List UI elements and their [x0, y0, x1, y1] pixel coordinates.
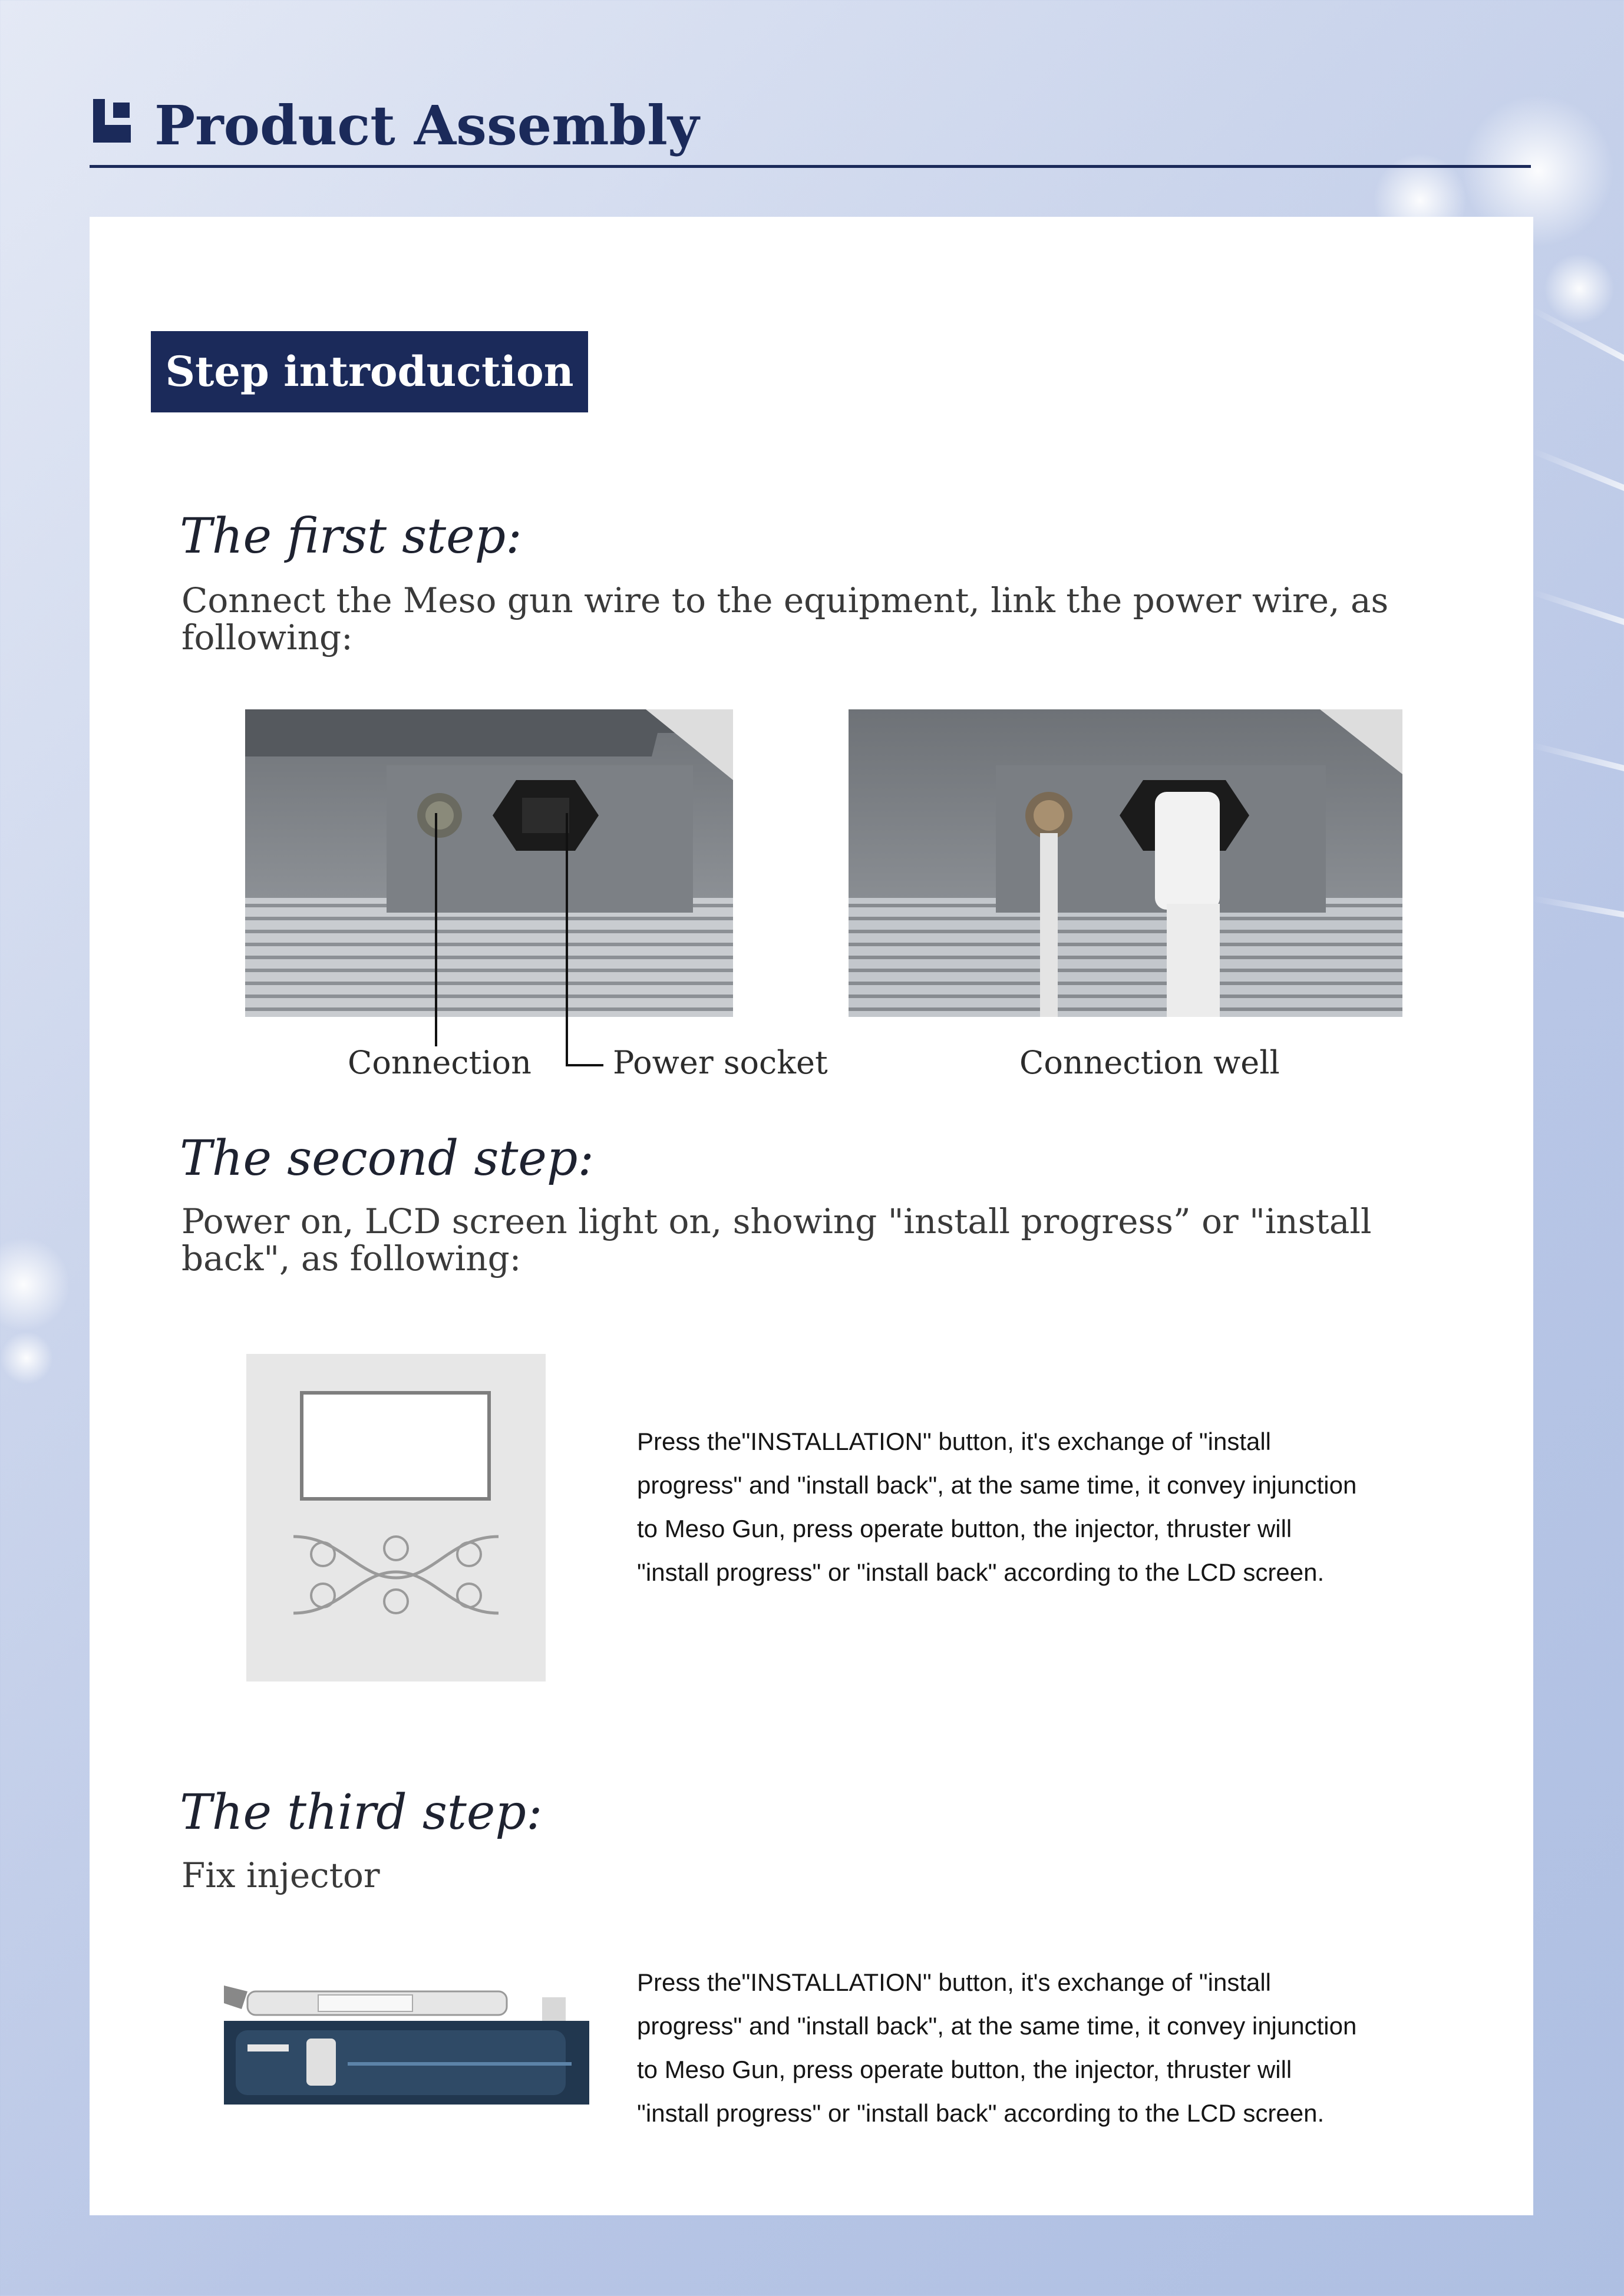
step-2-body — [637, 1420, 1474, 1594]
caption-connection-well: Connection well — [1019, 1044, 1280, 1081]
caption-power-socket: Power socket — [613, 1044, 828, 1081]
power-socket-leader-line — [566, 813, 568, 1065]
body-line: to Meso Gun, press operate button, the injector, thruster will — [637, 1515, 1292, 1542]
meso-gun-injector-photo — [224, 1974, 589, 2105]
body-line: progress" and "install back", at the same time, it convey injunction — [637, 1471, 1357, 1499]
step-2-title: The second step: — [180, 1131, 595, 1187]
background-ray — [1531, 448, 1624, 497]
step-2-description: Power on, LCD screen light on, showing "install progress” or "install back", as following: — [181, 1201, 1372, 1279]
step-3-title: The third step: — [180, 1785, 543, 1841]
background-glow — [1544, 253, 1615, 324]
lcd-control-panel-image — [246, 1354, 546, 1681]
background-glow — [0, 1237, 71, 1332]
power-socket-leader-foot — [566, 1064, 603, 1066]
body-line: "install progress" or "install back" according to the LCD screen. — [637, 2099, 1325, 2127]
body-line: progress" and "install back", at the same time, it convey injunction — [637, 2012, 1357, 2040]
page-title: Product Assembly — [154, 94, 699, 157]
background-ray — [1531, 589, 1624, 631]
step-1-description: Connect the Meso gun wire to the equipment, link the power wire, as following: — [181, 580, 1389, 658]
connector-panel-photo — [245, 709, 733, 1017]
document-corner-icon — [93, 99, 131, 143]
body-line: "install progress" or "install back" according to the LCD screen. — [637, 1558, 1325, 1586]
body-line: Press the"INSTALLATION" button, it's exchange of "install — [637, 1428, 1272, 1455]
background-ray — [1531, 742, 1624, 777]
body-line: to Meso Gun, press operate button, the injector, thruster will — [637, 2056, 1292, 2083]
step-1-title: The first step: — [180, 508, 522, 564]
body-line: Press the"INSTALLATION" button, it's exchange of "install — [637, 1968, 1272, 1996]
page-header — [90, 88, 1533, 165]
connected-cables-photo — [849, 709, 1402, 1017]
background-glow — [0, 1332, 53, 1385]
section-badge: Step introduction — [151, 331, 588, 412]
step-3-description: Fix injector — [181, 1855, 380, 1895]
background-ray — [1531, 896, 1624, 922]
header-divider — [90, 165, 1531, 168]
step-3-body — [637, 1961, 1474, 2135]
connection-leader-line — [435, 813, 437, 1046]
caption-connection: Connection — [348, 1044, 532, 1081]
